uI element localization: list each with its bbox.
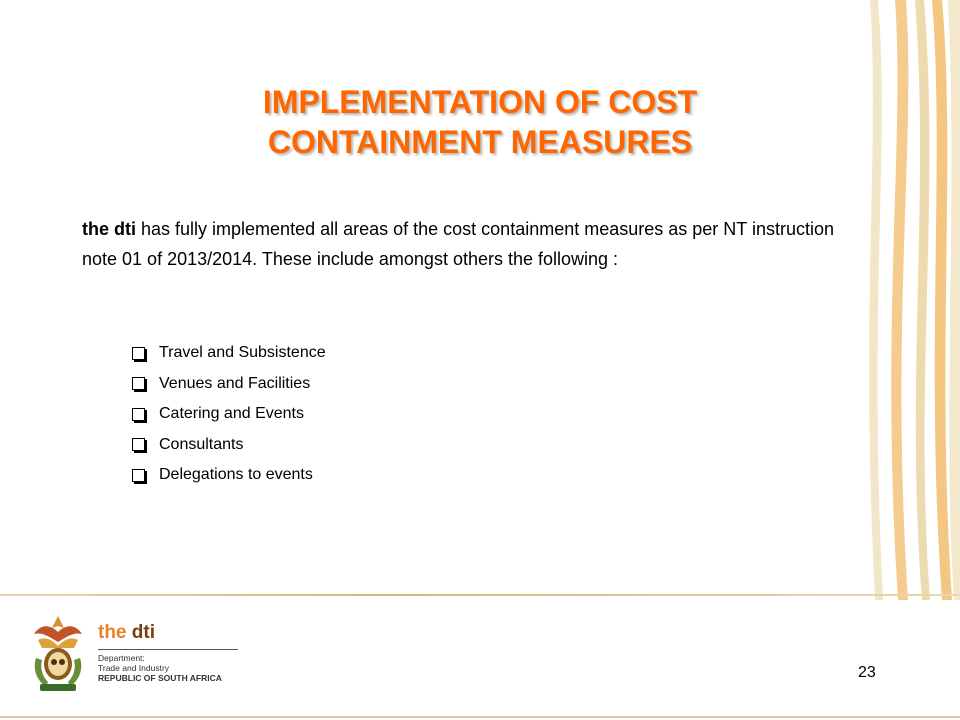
page-number: 23	[858, 664, 876, 681]
coat-of-arms-icon	[28, 612, 88, 694]
list-item-label: Delegations to events	[159, 466, 313, 483]
slide-title	[140, 82, 820, 162]
checkbox-bullet-icon	[132, 438, 145, 451]
list-item	[132, 399, 326, 430]
list-item	[132, 338, 326, 369]
title-line-1: IMPLEMENTATION OF COST	[262, 84, 698, 120]
logo-rule	[98, 649, 238, 650]
logo-wordmark	[98, 622, 248, 644]
list-item	[132, 369, 326, 400]
checkbox-bullet-icon	[132, 377, 145, 390]
dept-line-3: REPUBLIC OF SOUTH AFRICA	[98, 673, 222, 683]
footer-divider	[0, 594, 960, 596]
measures-list	[132, 338, 326, 491]
checkbox-bullet-icon	[132, 408, 145, 421]
list-item-label: Travel and Subsistence	[159, 344, 326, 361]
dti-logo	[98, 622, 248, 683]
intro-strong: the dti	[82, 219, 136, 239]
logo-dti: dti	[131, 622, 155, 643]
checkbox-bullet-icon	[132, 469, 145, 482]
intro-paragraph	[82, 214, 852, 274]
bottom-border	[0, 716, 960, 718]
intro-text: has fully implemented all areas of the cost containment measures as per NT instruction note 01 of 2013/2014. These include amongst others the following :	[82, 219, 835, 269]
list-item-label: Consultants	[159, 435, 244, 453]
checkbox-bullet-icon	[132, 347, 145, 360]
list-item-label: Venues and Facilities	[159, 374, 311, 392]
list-item-label: Catering and Events	[159, 405, 304, 422]
dept-line-1: Department:	[98, 653, 145, 663]
logo-the: the	[98, 622, 132, 643]
list-item	[132, 460, 326, 491]
decorative-ribbons	[850, 0, 960, 600]
title-line-2: CONTAINMENT MEASURES	[267, 124, 693, 160]
list-item	[132, 430, 326, 461]
dept-line-2: Trade and Industry	[98, 663, 170, 673]
